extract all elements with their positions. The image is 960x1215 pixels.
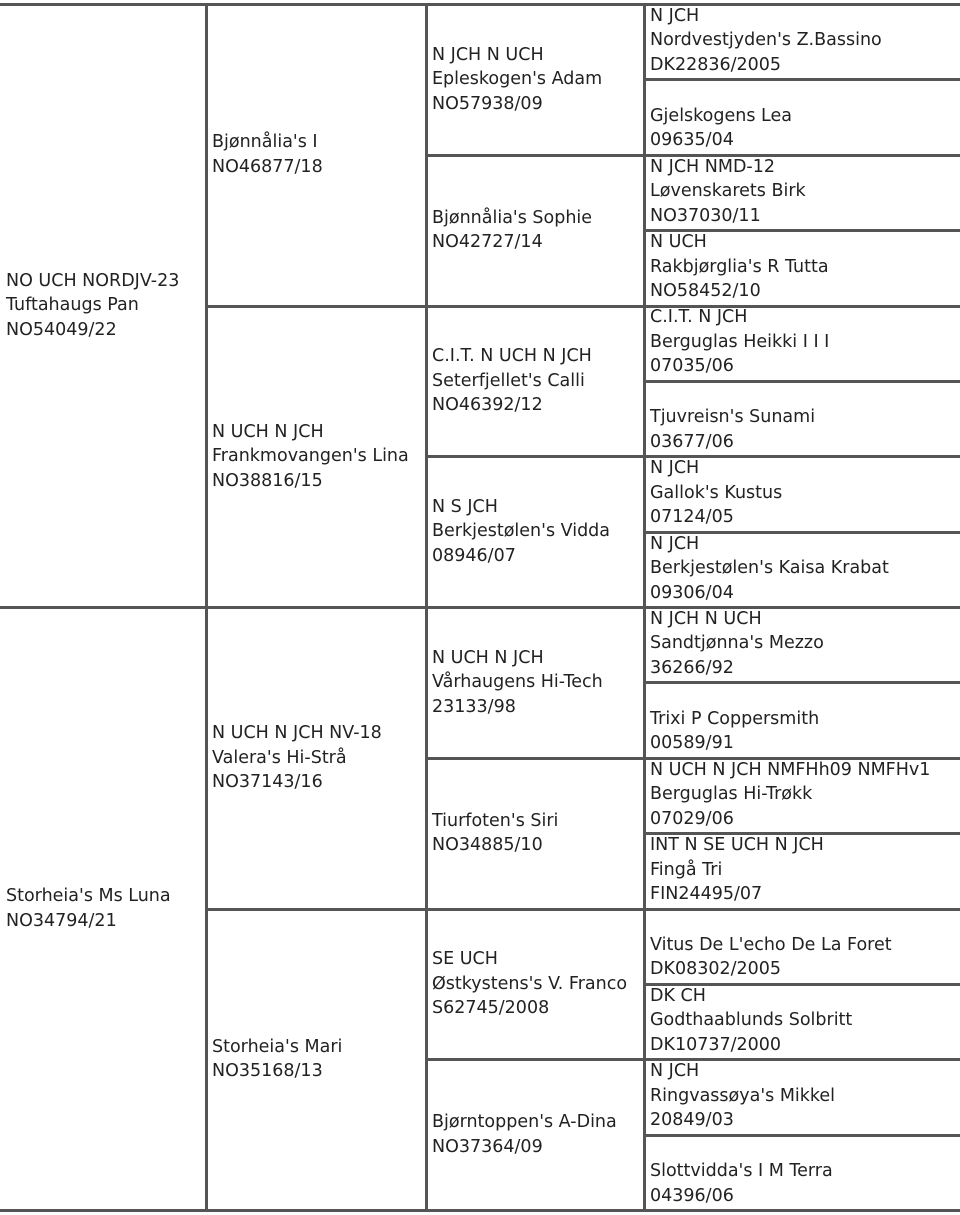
grid-line (644, 908, 960, 911)
dog-titles: N JCH (650, 5, 700, 26)
dog-registration: 07029/06 (650, 808, 734, 829)
pedigree-cell-gen4-gjelskogens-lea (644, 79, 960, 154)
grid-line (644, 154, 960, 157)
dog-registration: 03677/06 (650, 431, 734, 452)
pedigree-cell-gen3-bj-rntoppen-s-a-dina (426, 1059, 644, 1210)
dog-registration: NO46392/12 (432, 395, 543, 416)
pedigree-cell-gen1-tuftahaugs-pan (0, 4, 206, 607)
dog-registration: 07035/06 (650, 356, 734, 377)
dog-titles: INT N SE UCH N JCH (650, 835, 824, 855)
grid-line (425, 4, 428, 1212)
dog-titles: DK CH (650, 985, 706, 1006)
dog-name: Seterfjellet's Calli (432, 370, 585, 391)
pedigree-cell-gen3-bj-nna-lia-s-sophie (426, 155, 644, 306)
pedigree-cell-gen4-berguglas-heikki-i-i-i (644, 306, 960, 381)
pedigree-cell-gen4-sandtj-nna-s-mezzo (644, 607, 960, 682)
pedigree-cell-gen3-berkjest-len-s-vidda (426, 456, 644, 607)
dog-titles: N JCH (650, 533, 700, 554)
dog-registration: NO37030/11 (650, 205, 761, 226)
dog-name: Nordvestjyden's Z.Bassino (650, 30, 882, 51)
dog-registration: NO34794/21 (6, 910, 117, 931)
pedigree-cell-gen4-vitus-de-l-echo-de-la-foret (644, 909, 960, 984)
dog-registration: NO57938/09 (432, 93, 543, 114)
dog-name: Trixi P Coppersmith (650, 708, 820, 729)
dog-registration: NO37364/09 (432, 1136, 543, 1157)
pedigree-cell-gen3-va-rhaugens-hi-tech (426, 607, 644, 758)
dog-registration: 00589/91 (650, 733, 734, 754)
pedigree-cell-gen4-berguglas-hi-tr-kk (644, 758, 960, 833)
pedigree-cell-gen3-seterfjellet-s-calli (426, 306, 644, 457)
pedigree-cell-gen4-tjuvreisn-s-sunami (644, 381, 960, 456)
grid-line (644, 455, 960, 458)
pedigree-cell-gen3-epleskogen-s-adam (426, 4, 644, 155)
pedigree-cell-gen4-trixi-p-coppersmith (644, 682, 960, 757)
pedigree-cell-gen4-rakbj-rglia-s-r-tutta (644, 230, 960, 305)
dog-name: Vårhaugens Hi-Tech (432, 672, 603, 693)
pedigree-cell-gen4-slottvidda-s-i-m-terra (644, 1135, 960, 1210)
dog-titles: N UCH N JCH (432, 647, 544, 668)
dog-name: Ringvassøya's Mikkel (650, 1085, 836, 1106)
dog-name: Slottvidda's I M Terra (650, 1161, 833, 1181)
dog-name: Tuftahaugs Pan (6, 295, 139, 316)
dog-name: Løvenskarets Birk (650, 181, 806, 202)
grid-line (644, 757, 960, 760)
dog-registration: 07124/05 (650, 507, 734, 528)
dog-name: Vitus De L'echo De La Foret (650, 934, 892, 955)
grid-line (644, 531, 960, 534)
dog-name: Berguglas Hi-Trøkk (650, 784, 813, 805)
dog-name: Frankmovangen's Lina (212, 446, 409, 466)
grid-line (0, 3, 960, 6)
dog-name: Bjønnålia's I (212, 132, 318, 153)
dog-name: Storheia's Mari (212, 1036, 343, 1057)
dog-name: Østkystens's V. Franco (432, 973, 628, 994)
pedigree-cell-gen4-gallok-s-kustus (644, 456, 960, 531)
dog-registration: FIN24495/07 (650, 884, 763, 904)
dog-registration: NO54049/22 (6, 319, 117, 340)
dog-registration: 23133/98 (432, 696, 516, 717)
grid-line (644, 832, 960, 835)
dog-registration: 36266/92 (650, 657, 734, 678)
dog-titles: NO UCH NORDJV-23 (6, 270, 180, 291)
dog-titles: N UCH N JCH NMFHh09 NMFHv1 (650, 759, 931, 780)
dog-titles: N JCH N UCH (650, 608, 762, 629)
grid-line (644, 681, 960, 684)
dog-name: Gjelskogens Lea (650, 105, 792, 126)
dog-registration: 09635/04 (650, 130, 734, 151)
dog-registration: NO42727/14 (432, 232, 543, 253)
grid-line (205, 4, 208, 1212)
dog-titles: N JCH N UCH (432, 44, 544, 65)
dog-name: Godthaablunds Solbritt (650, 1010, 853, 1031)
dog-registration: 20849/03 (650, 1110, 734, 1131)
pedigree-cell-gen4-godthaablunds-solbritt (644, 984, 960, 1059)
dog-titles: C.I.T. N UCH N JCH (432, 346, 592, 367)
dog-registration: 08946/07 (432, 545, 516, 566)
dog-titles: N UCH N JCH (212, 421, 324, 442)
dog-registration: S62745/2008 (432, 998, 550, 1019)
dog-name: Bjønnålia's Sophie (432, 207, 593, 228)
grid-line (644, 78, 960, 81)
grid-line (644, 606, 960, 609)
dog-titles: N JCH NMD-12 (650, 156, 776, 177)
dog-registration: DK10737/2000 (650, 1034, 782, 1055)
dog-registration: 04396/06 (650, 1185, 734, 1206)
grid-line (644, 305, 960, 308)
dog-name: Tjuvreisn's Sunami (650, 407, 816, 428)
dog-name: Tiurfoten's Siri (432, 810, 559, 831)
dog-registration: 09306/04 (650, 582, 734, 603)
dog-registration: NO46877/18 (212, 156, 323, 177)
dog-registration: NO38816/15 (212, 470, 323, 491)
dog-registration: NO34885/10 (432, 835, 543, 856)
pedigree-cell-gen3-stkystens-s-v-franco (426, 909, 644, 1060)
dog-registration: NO35168/13 (212, 1061, 323, 1082)
grid-line (644, 1134, 960, 1137)
dog-name: Epleskogen's Adam (432, 69, 603, 90)
dog-titles: N JCH (650, 458, 700, 479)
dog-titles: N JCH (650, 1061, 700, 1082)
pedigree-cell-gen3-tiurfoten-s-siri (426, 758, 644, 909)
pedigree-cell-gen4-l-venskarets-birk (644, 155, 960, 230)
dog-name: Storheia's Ms Luna (6, 886, 171, 906)
dog-registration: DK08302/2005 (650, 959, 782, 980)
dog-registration: DK22836/2005 (650, 54, 782, 75)
grid-line (644, 229, 960, 232)
pedigree-cell-gen4-finga-tri (644, 833, 960, 908)
dog-titles: N S JCH (432, 496, 498, 517)
dog-name: Rakbjørglia's R Tutta (650, 256, 829, 277)
dog-name: Sandtjønna's Mezzo (650, 633, 824, 654)
dog-name: Berguglas Heikki I I I (650, 331, 830, 352)
dog-name: Gallok's Kustus (650, 482, 783, 503)
grid-line (643, 4, 646, 1212)
grid-line (644, 983, 960, 986)
pedigree-cell-gen2-bj-nna-lia-s-i (206, 4, 426, 306)
dog-registration: NO37143/16 (212, 772, 323, 792)
pedigree-cell-gen1-storheia-s-ms-luna (0, 607, 206, 1210)
dog-name: Bjørntoppen's A-Dina (432, 1112, 617, 1133)
dog-name: Valera's Hi-Strå (212, 747, 347, 768)
dog-titles: N UCH N JCH NV-18 (212, 723, 382, 743)
pedigree-cell-gen2-valera-s-hi-stra (206, 607, 426, 909)
pedigree-cell-gen4-nordvestjyden-s-z-bassino (644, 4, 960, 79)
dog-titles: C.I.T. N JCH (650, 307, 748, 328)
dog-titles: N UCH (650, 232, 707, 252)
dog-titles: SE UCH (432, 949, 498, 970)
dog-name: Fingå Tri (650, 859, 723, 880)
dog-name: Berkjestølen's Vidda (432, 521, 611, 542)
grid-line (0, 1209, 960, 1212)
grid-line (644, 380, 960, 383)
pedigree-cell-gen4-ringvass-ya-s-mikkel (644, 1059, 960, 1134)
pedigree-cell-gen2-storheia-s-mari (206, 909, 426, 1211)
pedigree-cell-gen2-frankmovangen-s-lina (206, 306, 426, 608)
dog-registration: NO58452/10 (650, 281, 761, 301)
dog-name: Berkjestølen's Kaisa Krabat (650, 558, 889, 578)
pedigree-cell-gen4-berkjest-len-s-kaisa-krabat (644, 532, 960, 607)
grid-line (644, 1058, 960, 1061)
